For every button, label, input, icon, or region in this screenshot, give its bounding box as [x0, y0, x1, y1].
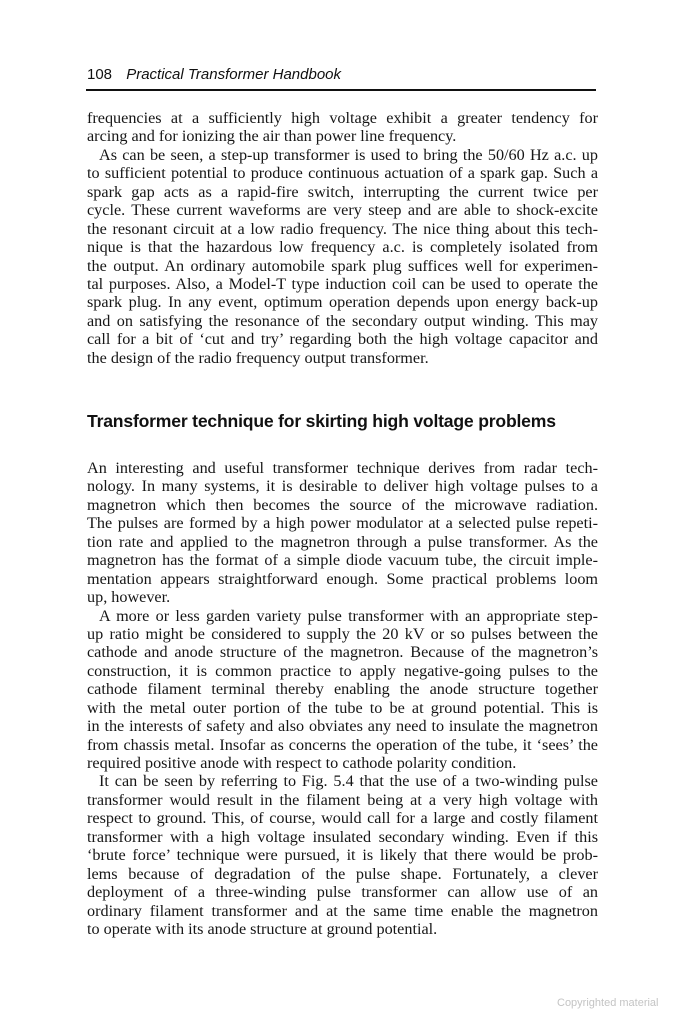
copyright-watermark: Copyrighted material — [557, 997, 659, 1009]
text-line: ordinary filament transformer and at the same time enable the magnetron — [87, 901, 598, 920]
text-line: arcing and for ionizing the air than power line frequency. — [87, 127, 457, 146]
text-line: An interesting and useful transformer technique derives from radar tech- — [87, 459, 598, 477]
text-line: transformer with a high voltage insulated secondary winding. Even if this — [87, 827, 598, 846]
text-line: magnetron which then becomes the source of the microwave radiation. — [87, 495, 598, 514]
text-line: nique is that the hazardous low frequency a.c. is completely isolated from — [87, 238, 598, 257]
text-line: transformer would result in the filament being at a very high voltage with — [87, 790, 598, 809]
page-number: 108 — [87, 66, 113, 83]
text-line: nology. In many systems, it is desirable to deliver high voltage pulses to a — [87, 477, 598, 496]
text-line: spark plug. In any event, optimum operation depends upon energy back-up — [87, 293, 598, 312]
text-line: with the metal outer portion of the tube to be at ground potential. This is — [87, 698, 598, 717]
text-line: As can be seen, a step-up transformer is used to bring the 50/60 Hz a.c. up — [99, 145, 598, 164]
text-line: the resonant circuit at a low radio frequency. The nice thing about this tech- — [87, 219, 598, 238]
text-line: the output. An ordinary automobile spark plug suffices well for experimen- — [87, 256, 598, 275]
text-line: the design of the radio frequency output transformer. — [87, 348, 429, 367]
text-line: cathode and anode structure of the magnetron. Because of the magnetron’s — [87, 643, 598, 662]
text-line: up, however. — [87, 588, 171, 607]
text-line: up ratio might be considered to supply the 20 kV or so pulses between the — [87, 624, 598, 643]
section-1-text — [87, 109, 598, 367]
text-line: in the interests of safety and also obviates any need to insulate the magnetron — [87, 717, 598, 736]
text-line: magnetron has the format of a simple diode vacuum tube, the circuit imple- — [87, 551, 598, 570]
text-line: call for a bit of ‘cut and try’ regarding both the high voltage capacitor and — [87, 330, 598, 349]
text-line: tion rate and applied to the magnetron through a pulse transformer. As the — [87, 532, 598, 551]
text-line: cycle. These current waveforms are very steep and are able to shock-excite — [87, 201, 598, 220]
text-line: frequencies at a sufficiently high voltage exhibit a greater tendency for — [87, 109, 598, 127]
text-line: construction, it is common practice to apply negative-going pulses to the — [87, 661, 598, 680]
text-line: respect to ground. This, of course, would call for a large and costly filament — [87, 809, 598, 828]
text-line: deployment of a three-winding pulse transformer can allow use of an — [87, 883, 598, 902]
text-line: to sufficient potential to produce continuous actuation of a spark gap. Such a — [87, 164, 598, 183]
text-line: and on satisfying the resonance of the secondary output winding. This may — [87, 311, 598, 330]
text-line: It can be seen by referring to Fig. 5.4 that the use of a two-winding pulse — [99, 772, 598, 791]
text-line: tal purposes. Also, a Model-T type induction coil can be used to operate the — [87, 274, 598, 293]
header-rule — [86, 89, 596, 91]
text-line: cathode filament terminal thereby enabling the anode structure together — [87, 680, 598, 699]
text-line: ‘brute force’ technique were pursued, it is likely that there would be prob- — [87, 846, 598, 865]
text-line: The pulses are formed by a high power modulator at a selected pulse repeti- — [87, 514, 598, 533]
text-line: from chassis metal. Insofar as concerns the operation of the tube, it ‘sees’ the — [87, 735, 598, 754]
text-line: mentation appears straightforward enough. Some practical problems loom — [87, 569, 598, 588]
section-heading: Transformer technique for skirting high voltage problems — [87, 411, 556, 431]
text-line: lems because of degradation of the pulse shape. Fortunately, a clever — [87, 864, 598, 883]
running-header — [87, 66, 597, 83]
text-line: to operate with its anode structure at ground potential. — [87, 919, 438, 938]
section-2-text — [87, 459, 598, 938]
text-line: required positive anode with respect to cathode polarity condition. — [87, 754, 517, 772]
text-line: A more or less garden variety pulse transformer with an appropriate step- — [99, 606, 598, 625]
text-line: spark gap acts as a rapid-fire switch, interrupting the current twice per — [87, 182, 598, 201]
book-title: Practical Transformer Handbook — [126, 66, 342, 83]
